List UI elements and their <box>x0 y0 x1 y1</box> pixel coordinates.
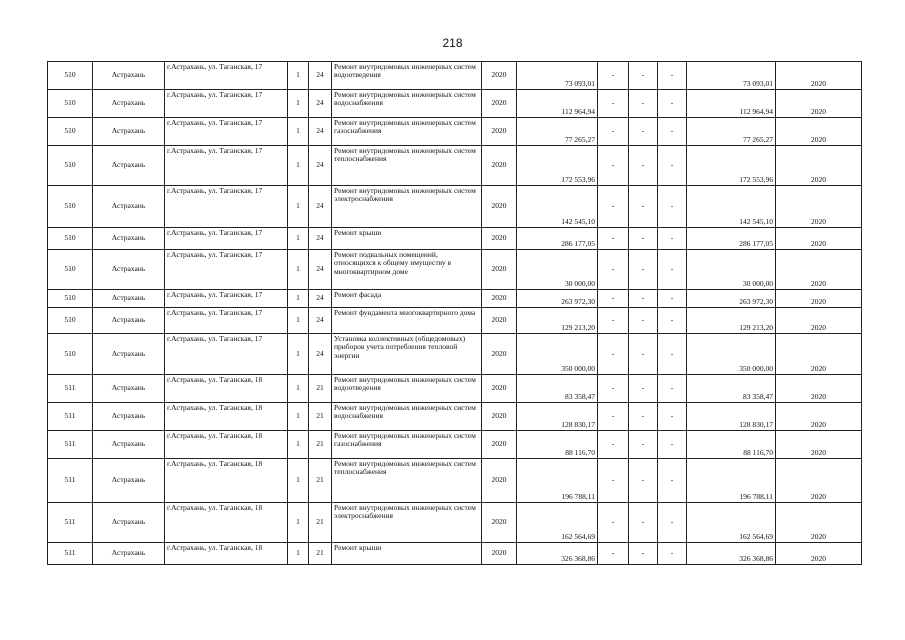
dash-cell-2: - <box>629 186 658 228</box>
table-row <box>48 308 862 334</box>
entrance-count-cell: 1 <box>288 375 309 403</box>
year-cell: 2020 <box>482 228 517 250</box>
dash-cell-1: - <box>598 146 629 186</box>
address-cell: г.Астрахань, ул. Таганская, 18 <box>165 503 288 543</box>
year-cell: 2020 <box>482 118 517 146</box>
city-cell: Астрахань <box>93 228 165 250</box>
total-amount-cell: 73 093,01 <box>687 62 776 90</box>
table-row <box>48 186 862 228</box>
dash-cell-2: - <box>629 118 658 146</box>
amount-cell: 162 564,69 <box>517 503 598 543</box>
completion-year-cell: 2020 <box>776 186 862 228</box>
table-row <box>48 459 862 503</box>
row-number-cell: 511 <box>48 459 93 503</box>
total-amount-cell: 77 265,27 <box>687 118 776 146</box>
row-number-cell: 510 <box>48 118 93 146</box>
table-row <box>48 431 862 459</box>
amount-cell: 88 116,70 <box>517 431 598 459</box>
work-type-cell: Ремонт внутридомовых инженерных систем водоснабжения <box>332 403 482 431</box>
address-cell: г.Астрахань, ул. Таганская, 17 <box>165 334 288 375</box>
apartment-count-cell: 24 <box>309 290 332 308</box>
row-number-cell: 510 <box>48 62 93 90</box>
dash-cell-2: - <box>629 375 658 403</box>
address-cell: г.Астрахань, ул. Таганская, 17 <box>165 250 288 290</box>
dash-cell-3: - <box>658 459 687 503</box>
apartment-count-cell: 24 <box>309 90 332 118</box>
dash-cell-2: - <box>629 62 658 90</box>
apartment-count-cell: 24 <box>309 118 332 146</box>
entrance-count-cell: 1 <box>288 228 309 250</box>
dash-cell-1: - <box>598 118 629 146</box>
apartment-count-cell: 21 <box>309 403 332 431</box>
table-row <box>48 375 862 403</box>
row-number-cell: 510 <box>48 186 93 228</box>
amount-cell: 172 553,96 <box>517 146 598 186</box>
dash-cell-3: - <box>658 403 687 431</box>
work-type-cell: Ремонт крыши <box>332 228 482 250</box>
table-row <box>48 118 862 146</box>
entrance-count-cell: 1 <box>288 431 309 459</box>
year-cell: 2020 <box>482 250 517 290</box>
address-cell: г.Астрахань, ул. Таганская, 18 <box>165 543 288 565</box>
dash-cell-2: - <box>629 503 658 543</box>
entrance-count-cell: 1 <box>288 543 309 565</box>
address-cell: г.Астрахань, ул. Таганская, 18 <box>165 431 288 459</box>
row-number-cell: 511 <box>48 431 93 459</box>
dash-cell-2: - <box>629 228 658 250</box>
amount-cell: 112 964,94 <box>517 90 598 118</box>
amount-cell: 128 830,17 <box>517 403 598 431</box>
city-cell: Астрахань <box>93 503 165 543</box>
city-cell: Астрахань <box>93 308 165 334</box>
dash-cell-3: - <box>658 146 687 186</box>
dash-cell-2: - <box>629 403 658 431</box>
year-cell: 2020 <box>482 186 517 228</box>
total-amount-cell: 162 564,69 <box>687 503 776 543</box>
amount-cell: 142 545,10 <box>517 186 598 228</box>
table-row <box>48 228 862 250</box>
total-amount-cell: 129 213,20 <box>687 308 776 334</box>
work-type-cell: Ремонт внутридомовых инженерных систем теплоснабжения <box>332 459 482 503</box>
total-amount-cell: 196 788,11 <box>687 459 776 503</box>
dash-cell-2: - <box>629 308 658 334</box>
year-cell: 2020 <box>482 431 517 459</box>
dash-cell-3: - <box>658 375 687 403</box>
year-cell: 2020 <box>482 290 517 308</box>
total-amount-cell: 112 964,94 <box>687 90 776 118</box>
work-type-cell: Ремонт внутридомовых инженерных систем водоотведения <box>332 375 482 403</box>
work-type-cell: Ремонт внутридомовых инженерных систем электроснабжения <box>332 186 482 228</box>
amount-cell: 350 000,00 <box>517 334 598 375</box>
completion-year-cell: 2020 <box>776 228 862 250</box>
year-cell: 2020 <box>482 403 517 431</box>
dash-cell-3: - <box>658 308 687 334</box>
completion-year-cell: 2020 <box>776 459 862 503</box>
work-type-cell: Установка коллективных (общедомовых) приборов учета потребления тепловой энергии <box>332 334 482 375</box>
completion-year-cell: 2020 <box>776 503 862 543</box>
dash-cell-1: - <box>598 228 629 250</box>
work-type-cell: Ремонт внутридомовых инженерных систем водоотведения <box>332 62 482 90</box>
amount-cell: 30 000,00 <box>517 250 598 290</box>
dash-cell-2: - <box>629 543 658 565</box>
year-cell: 2020 <box>482 503 517 543</box>
completion-year-cell: 2020 <box>776 62 862 90</box>
dash-cell-1: - <box>598 403 629 431</box>
entrance-count-cell: 1 <box>288 403 309 431</box>
city-cell: Астрахань <box>93 403 165 431</box>
entrance-count-cell: 1 <box>288 250 309 290</box>
row-number-cell: 511 <box>48 503 93 543</box>
apartment-count-cell: 24 <box>309 62 332 90</box>
address-cell: г.Астрахань, ул. Таганская, 18 <box>165 403 288 431</box>
city-cell: Астрахань <box>93 90 165 118</box>
total-amount-cell: 172 553,96 <box>687 146 776 186</box>
year-cell: 2020 <box>482 308 517 334</box>
dash-cell-1: - <box>598 186 629 228</box>
entrance-count-cell: 1 <box>288 186 309 228</box>
entrance-count-cell: 1 <box>288 118 309 146</box>
entrance-count-cell: 1 <box>288 290 309 308</box>
dash-cell-1: - <box>598 503 629 543</box>
year-cell: 2020 <box>482 62 517 90</box>
dash-cell-2: - <box>629 250 658 290</box>
dash-cell-3: - <box>658 334 687 375</box>
amount-cell: 326 368,86 <box>517 543 598 565</box>
row-number-cell: 510 <box>48 334 93 375</box>
address-cell: г.Астрахань, ул. Таганская, 18 <box>165 375 288 403</box>
city-cell: Астрахань <box>93 62 165 90</box>
apartment-count-cell: 21 <box>309 431 332 459</box>
completion-year-cell: 2020 <box>776 290 862 308</box>
total-amount-cell: 326 368,86 <box>687 543 776 565</box>
dash-cell-3: - <box>658 228 687 250</box>
apartment-count-cell: 24 <box>309 228 332 250</box>
table-row <box>48 543 862 565</box>
amount-cell: 263 972,30 <box>517 290 598 308</box>
address-cell: г.Астрахань, ул. Таганская, 17 <box>165 90 288 118</box>
entrance-count-cell: 1 <box>288 90 309 118</box>
row-number-cell: 511 <box>48 375 93 403</box>
row-number-cell: 510 <box>48 250 93 290</box>
total-amount-cell: 83 358,47 <box>687 375 776 403</box>
dash-cell-1: - <box>598 543 629 565</box>
city-cell: Астрахань <box>93 459 165 503</box>
address-cell: г.Астрахань, ул. Таганская, 17 <box>165 62 288 90</box>
table-row <box>48 146 862 186</box>
total-amount-cell: 263 972,30 <box>687 290 776 308</box>
year-cell: 2020 <box>482 375 517 403</box>
total-amount-cell: 286 177,05 <box>687 228 776 250</box>
dash-cell-2: - <box>629 90 658 118</box>
total-amount-cell: 350 000,00 <box>687 334 776 375</box>
completion-year-cell: 2020 <box>776 308 862 334</box>
completion-year-cell: 2020 <box>776 334 862 375</box>
table-row <box>48 290 862 308</box>
dash-cell-3: - <box>658 250 687 290</box>
entrance-count-cell: 1 <box>288 146 309 186</box>
work-type-cell: Ремонт фасада <box>332 290 482 308</box>
apartment-count-cell: 24 <box>309 186 332 228</box>
entrance-count-cell: 1 <box>288 62 309 90</box>
entrance-count-cell: 1 <box>288 334 309 375</box>
dash-cell-3: - <box>658 290 687 308</box>
dash-cell-1: - <box>598 290 629 308</box>
city-cell: Астрахань <box>93 431 165 459</box>
row-number-cell: 510 <box>48 90 93 118</box>
address-cell: г.Астрахань, ул. Таганская, 17 <box>165 146 288 186</box>
table-row <box>48 90 862 118</box>
amount-cell: 129 213,20 <box>517 308 598 334</box>
completion-year-cell: 2020 <box>776 90 862 118</box>
dash-cell-1: - <box>598 308 629 334</box>
apartment-count-cell: 24 <box>309 146 332 186</box>
amount-cell: 196 788,11 <box>517 459 598 503</box>
work-type-cell: Ремонт подвальных помещений, относящихся к общему имуществу в многоквартирном доме <box>332 250 482 290</box>
work-type-cell: Ремонт внутридомовых инженерных систем газоснабжения <box>332 118 482 146</box>
work-type-cell: Ремонт фундамента многоквартирного дома <box>332 308 482 334</box>
dash-cell-2: - <box>629 431 658 459</box>
completion-year-cell: 2020 <box>776 250 862 290</box>
table-row <box>48 403 862 431</box>
year-cell: 2020 <box>482 543 517 565</box>
work-type-cell: Ремонт внутридомовых инженерных систем газоснабжения <box>332 431 482 459</box>
apartment-count-cell: 21 <box>309 543 332 565</box>
entrance-count-cell: 1 <box>288 308 309 334</box>
row-number-cell: 510 <box>48 290 93 308</box>
completion-year-cell: 2020 <box>776 118 862 146</box>
completion-year-cell: 2020 <box>776 403 862 431</box>
apartment-count-cell: 21 <box>309 503 332 543</box>
city-cell: Астрахань <box>93 146 165 186</box>
dash-cell-3: - <box>658 543 687 565</box>
amount-cell: 77 265,27 <box>517 118 598 146</box>
dash-cell-1: - <box>598 90 629 118</box>
work-type-cell: Ремонт внутридомовых инженерных систем электроснабжения <box>332 503 482 543</box>
completion-year-cell: 2020 <box>776 431 862 459</box>
apartment-count-cell: 24 <box>309 334 332 375</box>
dash-cell-3: - <box>658 90 687 118</box>
dash-cell-2: - <box>629 459 658 503</box>
dash-cell-2: - <box>629 290 658 308</box>
work-type-cell: Ремонт крыши <box>332 543 482 565</box>
address-cell: г.Астрахань, ул. Таганская, 17 <box>165 186 288 228</box>
city-cell: Астрахань <box>93 375 165 403</box>
table-row <box>48 503 862 543</box>
table-row <box>48 250 862 290</box>
dash-cell-1: - <box>598 62 629 90</box>
dash-cell-1: - <box>598 250 629 290</box>
dash-cell-1: - <box>598 334 629 375</box>
apartment-count-cell: 24 <box>309 308 332 334</box>
work-type-cell: Ремонт внутридомовых инженерных систем теплоснабжения <box>332 146 482 186</box>
table-row <box>48 334 862 375</box>
dash-cell-3: - <box>658 118 687 146</box>
city-cell: Астрахань <box>93 334 165 375</box>
row-number-cell: 510 <box>48 146 93 186</box>
year-cell: 2020 <box>482 90 517 118</box>
completion-year-cell: 2020 <box>776 146 862 186</box>
apartment-count-cell: 21 <box>309 375 332 403</box>
dash-cell-1: - <box>598 375 629 403</box>
dash-cell-1: - <box>598 431 629 459</box>
address-cell: г.Астрахань, ул. Таганская, 18 <box>165 459 288 503</box>
entrance-count-cell: 1 <box>288 503 309 543</box>
amount-cell: 286 177,05 <box>517 228 598 250</box>
city-cell: Астрахань <box>93 118 165 146</box>
year-cell: 2020 <box>482 334 517 375</box>
amount-cell: 83 358,47 <box>517 375 598 403</box>
table-row <box>48 62 862 90</box>
address-cell: г.Астрахань, ул. Таганская, 17 <box>165 308 288 334</box>
table-body <box>48 62 862 565</box>
year-cell: 2020 <box>482 146 517 186</box>
dash-cell-3: - <box>658 503 687 543</box>
city-cell: Астрахань <box>93 250 165 290</box>
apartment-count-cell: 21 <box>309 459 332 503</box>
total-amount-cell: 88 116,70 <box>687 431 776 459</box>
dash-cell-3: - <box>658 431 687 459</box>
entrance-count-cell: 1 <box>288 459 309 503</box>
repair-schedule-table <box>47 61 862 565</box>
amount-cell: 73 093,01 <box>517 62 598 90</box>
dash-cell-1: - <box>598 459 629 503</box>
address-cell: г.Астрахань, ул. Таганская, 17 <box>165 290 288 308</box>
row-number-cell: 510 <box>48 308 93 334</box>
total-amount-cell: 142 545,10 <box>687 186 776 228</box>
page-number: 218 <box>442 36 463 50</box>
city-cell: Астрахань <box>93 186 165 228</box>
row-number-cell: 511 <box>48 403 93 431</box>
address-cell: г.Астрахань, ул. Таганская, 17 <box>165 228 288 250</box>
total-amount-cell: 30 000,00 <box>687 250 776 290</box>
row-number-cell: 510 <box>48 228 93 250</box>
city-cell: Астрахань <box>93 543 165 565</box>
address-cell: г.Астрахань, ул. Таганская, 17 <box>165 118 288 146</box>
total-amount-cell: 128 830,17 <box>687 403 776 431</box>
dash-cell-2: - <box>629 334 658 375</box>
completion-year-cell: 2020 <box>776 543 862 565</box>
completion-year-cell: 2020 <box>776 375 862 403</box>
row-number-cell: 511 <box>48 543 93 565</box>
apartment-count-cell: 24 <box>309 250 332 290</box>
work-type-cell: Ремонт внутридомовых инженерных систем водоснабжения <box>332 90 482 118</box>
dash-cell-3: - <box>658 62 687 90</box>
dash-cell-3: - <box>658 186 687 228</box>
dash-cell-2: - <box>629 146 658 186</box>
year-cell: 2020 <box>482 459 517 503</box>
city-cell: Астрахань <box>93 290 165 308</box>
